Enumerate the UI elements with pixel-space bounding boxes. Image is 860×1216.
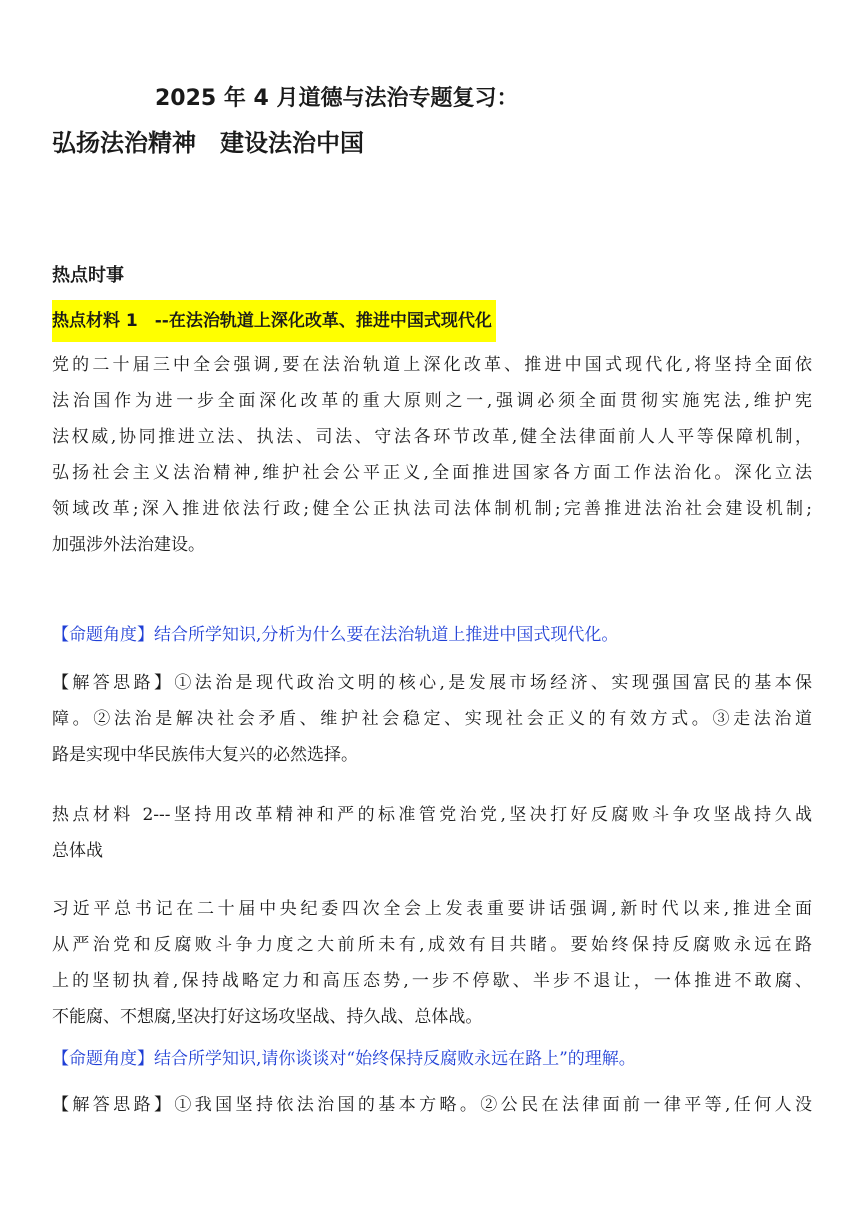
material1-line: 法治国作为进一步全面深化改革的重大原则之一,强调必须全面贯彻实施宪法,维护宪 xyxy=(52,391,812,411)
material2-answer xyxy=(52,1087,812,1123)
section-heading: 热点时事 xyxy=(52,265,124,286)
material2-heading-line: 热点材料 2---坚持用改革精神和严的标准管党治党,坚决打好反腐败斗争攻坚战持久战 xyxy=(52,805,812,825)
material1-line: 弘扬社会主义法治精神,维护社会公平正义,全面推进国家各方面工作法治化。深化立法 xyxy=(52,463,812,483)
answer-line: 【解答思路】①法治是现代政治文明的核心,是发展市场经济、实现强国富民的基本保 xyxy=(52,673,812,693)
material1-body xyxy=(52,347,812,563)
material1-line: 党的二十届三中全会强调,要在法治轨道上深化改革、推进中国式现代化,将坚持全面依 xyxy=(52,355,812,375)
question-text: 【命题角度】结合所学知识,分析为什么要在法治轨道上推进中国式现代化。 xyxy=(52,625,619,645)
material1-question xyxy=(52,617,812,653)
material2-line: 上的坚韧执着,保持战略定力和高压态势,一步不停歇、半步不退让，一体推进不敢腐、 xyxy=(52,971,812,991)
material2-heading-line: 总体战 xyxy=(52,841,103,861)
material1-answer xyxy=(52,665,812,773)
material2-line: 不能腐、不想腐,坚决打好这场攻坚战、持久战、总体战。 xyxy=(52,1007,483,1027)
material2-line: 从严治党和反腐败斗争力度之大前所未有,成效有目共睹。要始终保持反腐败永远在路 xyxy=(52,935,812,955)
material1-line: 领域改革;深入推进依法行政;健全公正执法司法体制机制;完善推进法治社会建设机制; xyxy=(52,499,812,519)
answer-line: 【解答思路】①我国坚持依法治国的基本方略。②公民在法律面前一律平等,任何人没 xyxy=(52,1095,812,1115)
material2-line: 习近平总书记在二十届中央纪委四次全会上发表重要讲话强调,新时代以来,推进全面 xyxy=(52,899,812,919)
material2-body xyxy=(52,891,812,1035)
material2-heading xyxy=(52,797,812,869)
document-title: 2025 年 4 月道德与法治专题复习： xyxy=(155,86,519,111)
material2-question xyxy=(52,1041,812,1077)
document-subtitle: 弘扬法治精神 建设法治中国 xyxy=(52,129,364,157)
answer-line: 路是实现中华民族伟大复兴的必然选择。 xyxy=(52,745,358,765)
question-text: 【命题角度】结合所学知识,请你谈谈对“始终保持反腐败永远在路上”的理解。 xyxy=(52,1049,636,1069)
material1-line: 加强涉外法治建设。 xyxy=(52,535,205,555)
material1-heading: 热点材料 1 --在法治轨道上深化改革、推进中国式现代化 xyxy=(52,300,496,342)
answer-line: 障。②法治是解决社会矛盾、维护社会稳定、实现社会正义的有效方式。③走法治道 xyxy=(52,709,812,729)
material1-line: 法权威,协同推进立法、执法、司法、守法各环节改革,健全法律面前人人平等保障机制， xyxy=(52,427,812,447)
